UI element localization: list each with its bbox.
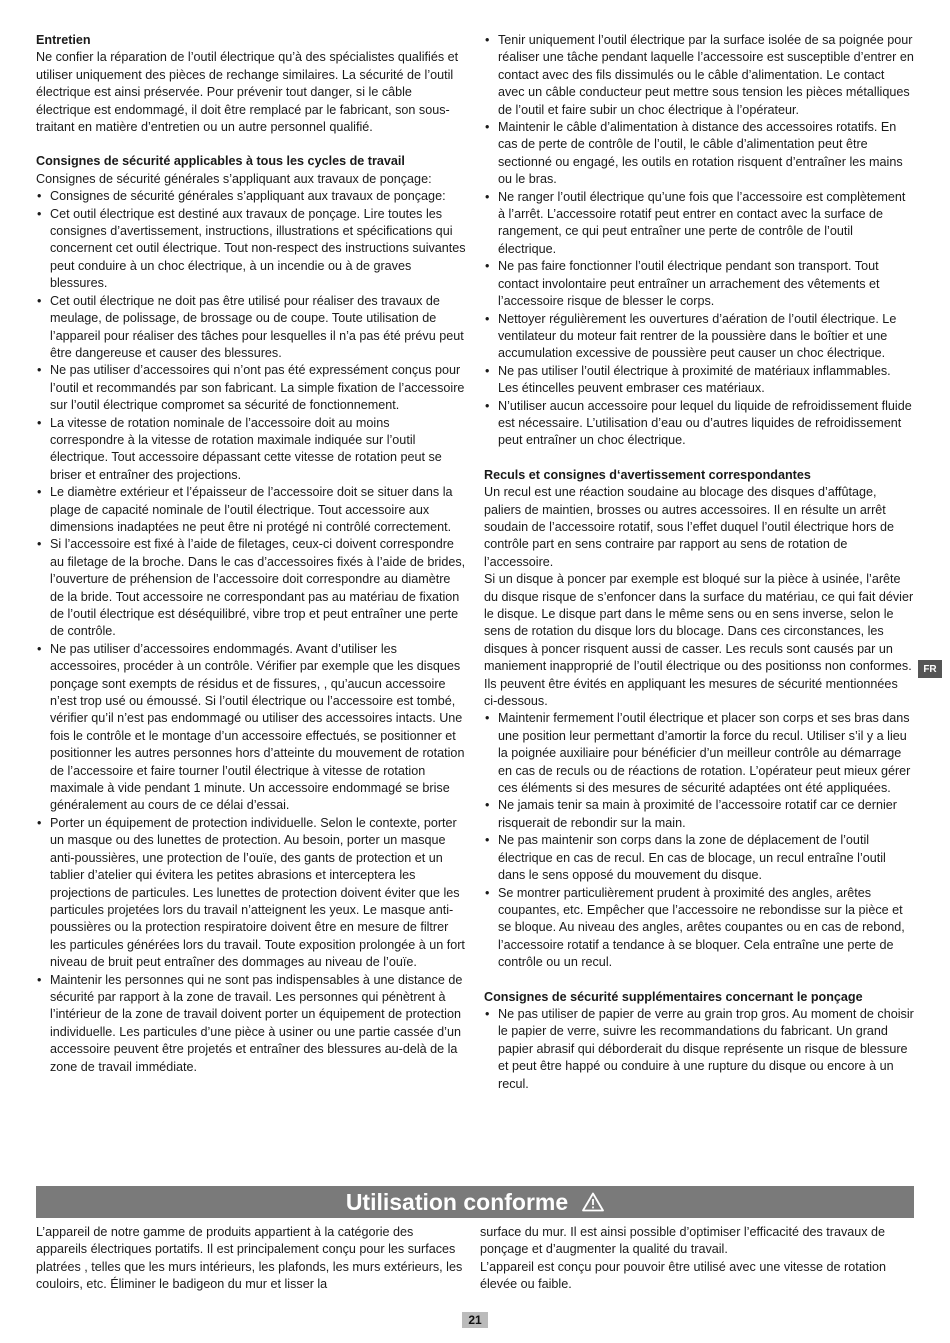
right-column <box>484 32 914 1093</box>
safety-list-top <box>484 32 914 450</box>
list-item: • Si l’accessoire est fixé à l’aide de filetages, ceux-ci doivent correspondre au filetage de la broche. Dans le cas d’accessoires fixés à l’aide de brides, l’ouverture de préhension de l’accessoire doit correspondre au diamètre de la bride. Tout accessoire ne correspondant pas au matériau de fixation de l’outil électrique est déséquilibré, vibre trop et peut entraîner une perte de contrôle. <box>36 536 466 640</box>
language-tab: FR <box>918 660 942 678</box>
list-item: • Tenir uniquement l’outil électrique par la surface isolée de sa poignée pour réaliser une tâche pendant laquelle l’accessoire est susceptible d’entrer en contact avec des fils dissimulés ou le câble d’alimentation. Le contact avec un câble conducteur peut mettre sous tension les pièces métalliques de l’outil et faire subir un choc électrique à l’opérateur. <box>484 32 914 119</box>
consignes-list <box>36 188 466 1076</box>
paragraph-entretien: Ne confier la réparation de l’outil électrique qu’à des spécialistes qualifiés et utiliser uniquement des pièces de rechange similaires. La sécurité de l’outil électrique est ainsi préservée. Pour prévenir tout danger, si le câble électrique est endommagé, il doit être remplacé par le fabricant, son sous-traitant en matière d’entretien ou un autre personnel qualifié. <box>36 50 459 135</box>
list-item: • Ne pas utiliser d’accessoires endommagés. Avant d’utiliser les accessoires, procéder à un contrôle. Vérifier par exemple que les disques ponçage sont exempts de résidus et de fissures, , qu’aucun accessoire n’est trop usé ou émoussé. Si l’outil électrique ou l’accessoire est tombé, vérifier qu’il n’est pas endommagé ou utiliser des accessoires intacts. Une fois le contrôle et le montage d’un accessoire effectués, se positionner et positionner les autres personnes hors d’atteinte du mouvement de rotation de l’accessoire et faire tourner l’outil électrique à vitesse de rotation maximale à vide pendant 1 minute. Un accessoire endommagé se brise généralement au cours de ce délai d’essai. <box>36 641 466 815</box>
section-heading-reculs: Reculs et consignes d‘avertissement correspondantes <box>484 467 811 482</box>
list-item: • Porter un équipement de protection individuelle. Selon le contexte, porter un masque ou des lunettes de protection. Au besoin, porter un masque anti-poussières, une protection de l’ouïe, des gants de protection et un tablier d’atelier qui évitera les petites abrasions et interceptera les projections de particules. Les lunettes de protection doivent éviter que les particules projetées lors du travail n’atteignent les yeux. Le masque anti-poussières ou la protection respiratoire doivent être en mesure de filtrer les particules générées lors du travail. Toute exposition prolongée à un fort niveau de bruit peut entraîner des dommages au niveau de l’ouïe. <box>36 815 466 972</box>
list-item: • Nettoyer régulièrement les ouvertures d’aération de l’outil électrique. Le ventilateur du moteur fait rentrer de la poussière dans le boîtier et une accumulation excessive de poussière peut causer un choc électrique. <box>484 311 914 363</box>
list-item: • La vitesse de rotation nominale de l’accessoire doit au moins correspondre à la vitesse de rotation maximale indiquée sur l’outil électrique. Tout accessoire dépassant cette vitesse de rotation peut se briser et entraîner des projections. <box>36 415 466 485</box>
section-heading-consignes: Consignes de sécurité applicables à tous les cycles de travail <box>36 154 405 169</box>
reculs-list <box>484 710 914 971</box>
list-item: • Maintenir le câble d’alimentation à distance des accessoires rotatifs. En cas de perte de contrôle de l’outil, le câble d’alimentation peut être sectionné ou engagé, les outils en rotation risquent d’entraîner les mains ou le bras. <box>484 119 914 189</box>
list-item: • N’utiliser aucun accessoire pour lequel du liquide de refroidissement fluide est nécessaire. L’utilisation d’eau ou d’autres liquides de refroidissement peut entraîner un choc électrique. <box>484 398 914 450</box>
list-item: • Ne pas utiliser d’accessoires qui n’ont pas été expressément conçus pour l’outil et recommandés par son fabricant. La simple fixation de l’accessoire sur l’outil électrique compromet sa sécurité de fonctionnement. <box>36 362 466 414</box>
list-item: • Ne pas utiliser de papier de verre au grain trop gros. Au moment de choisir le papier de verre, suivre les recommandations du fabricant. Un grand papier abrasif qui déborderait du disque représente un risque de blessure et peut être happé ou conduire à une rupture du disque ou encore à un recul. <box>484 1006 914 1093</box>
paragraph-reculs-1: Un recul est une réaction soudaine au blocage des disques d’affûtage, paliers de maintien, brosses ou autres accessoires. Il en résulte un arrêt soudain de l’accessoire rotatif, sous l’effet duquel l’outil électrique hors de contrôle part en sens contraire par rapport au sens de rotation de l’accessoire. <box>484 485 895 569</box>
list-item: • Se montrer particulièrement prudent à proximité des angles, arêtes coupantes, etc. Empêcher que l’accessoire ne rebondisse sur la pièce et se bloque. Au niveau des angles, arêtes coupantes ou en cas de rebond, l’accessoire rotatif a tendance à se bloquer. Cela entraîne une perte de contrôle ou un recul. <box>484 885 914 972</box>
poncage-list <box>484 1006 914 1093</box>
list-item: • Consignes de sécurité générales s’appliquant aux travaux de ponçage: <box>36 188 466 205</box>
paragraph-usage-1: L’appareil de notre gamme de produits appartient à la catégorie des appareils électriques portatifs. Il est principalement conçu pour les surfaces platrées , telles que les murs intérieurs, les plafonds, les murs extérieurs, les couloirs, etc. Éliminer le badigeon du mur et lisser la <box>36 1225 463 1292</box>
section-heading-poncage: Consignes de sécurité supplémentaires concernant le ponçage <box>484 989 863 1004</box>
list-item: • Cet outil électrique ne doit pas être utilisé pour réaliser des travaux de meulage, de polissage, de brossage ou de coupe. Toute utilisation de l’appareil pour réaliser des tâches pour lesquelles il n’a pas été prévu peut être dangereuse et causer des blessures. <box>36 293 466 363</box>
paragraph-reculs-2: Si un disque à poncer par exemple est bloqué sur la pièce à usinée, l’arête du disque risque de s’enfoncer dans la surface du matériau, ce qui fait dévier le disque. Le disque part dans le même sens ou en sens inverse, selon le sens de rotation du disque lors du blocage. Dans ces circonstances, les disques à poncer risquent aussi de casser. Les reculs sont causés par un maniement inapproprié de l’outil électrique ou des positionss non conformes. Ils peuvent être évités en appliquant les mesures de sécurité mentionnées ci-dessous. <box>484 572 914 709</box>
paragraph-usage-2: surface du mur. Il est ainsi possible d’optimiser l’efficacité des travaux de ponçage et d’augmenter la qualité du travail. <box>480 1225 886 1257</box>
list-item: • Ne jamais tenir sa main à proximité de l’accessoire rotatif car ce dernier risquerait de rebondir sur la main. <box>484 797 914 832</box>
list-item: • Cet outil électrique est destiné aux travaux de ponçage. Lire toutes les consignes d’avertissement, instructions, illustrations et spécifications qui concernent cet outil électrique. Tout non-respect des instructions suivantes peut conduire à un choc électrique, à un incendie ou à de graves blessures. <box>36 206 466 293</box>
paragraph-usage-3: L’appareil est conçu pour pouvoir être utilisé avec une vitesse de rotation élevée ou faible. <box>480 1259 887 1292</box>
list-item: • Ne pas utiliser l’outil électrique à proximité de matériaux inflammables. Les étincelles peuvent embraser ces matériaux. <box>484 363 914 398</box>
section-heading-entretien: Entretien <box>36 33 91 47</box>
list-item: • Ne pas faire fonctionner l’outil électrique pendant son transport. Tout contact involontaire peut entraîner un arrachement des vêtements et l’accessoire risque de blesser le corps. <box>484 258 914 310</box>
list-item: • Maintenir les personnes qui ne sont pas indispensables à une distance de sécurité par rapport à la zone de travail. Les personnes qui pénètrent à l’intérieur de la zone de travail doivent porter un équipement de protection individuelle. Les particules d’une pièce à usiner ou une partie cassée d’un accessoire peuvent être projetés et entraîner des blessures au-delà de la zone de travail immédiate. <box>36 972 466 1076</box>
list-item: • Maintenir fermement l’outil électrique et placer son corps et ses bras dans une position leur permettant d’amortir la force du recul. Utiliser s’il y a lieu la poignée auxiliaire pour bénéficier d’un meilleur contrôle au démarrage en cas de reculs ou de réactions de rotation. L’opérateur peut mieux gérer ces éléments si des mesures de sécurité adaptées ont été appliquées. <box>484 710 914 797</box>
list-item: • Ne ranger l’outil électrique qu’une fois que l’accessoire est complètement à l’arrêt. L’accessoire rotatif peut entrer en contact avec la surface de rangement, ce qui peut entraîner une perte de contrôle de l’outil électrique. <box>484 189 914 259</box>
page-number: 21 <box>462 1312 488 1328</box>
list-item: • Ne pas maintenir son corps dans la zone de déplacement de l’outil électrique en cas de recul. En cas de blocage, un recul entraîne l’outil dans le sens opposé du mouvement du disque. <box>484 832 914 884</box>
paragraph-consignes-intro: Consignes de sécurité générales s’appliquant aux travaux de ponçage: <box>36 171 432 186</box>
warning-triangle-icon <box>582 1192 604 1212</box>
list-item: • Le diamètre extérieur et l’épaisseur de l’accessoire doit se situer dans la plage de capacité nominale de l’outil électrique. Tout accessoire aux dimensions inadaptées ne peut être ni protégé ni contrôlé correctement. <box>36 484 466 536</box>
section-banner <box>36 1186 914 1218</box>
banner-title: Utilisation conforme <box>345 1188 569 1215</box>
left-column <box>36 32 466 1076</box>
usage-text-left <box>36 1224 466 1294</box>
usage-text-right <box>480 1224 914 1294</box>
